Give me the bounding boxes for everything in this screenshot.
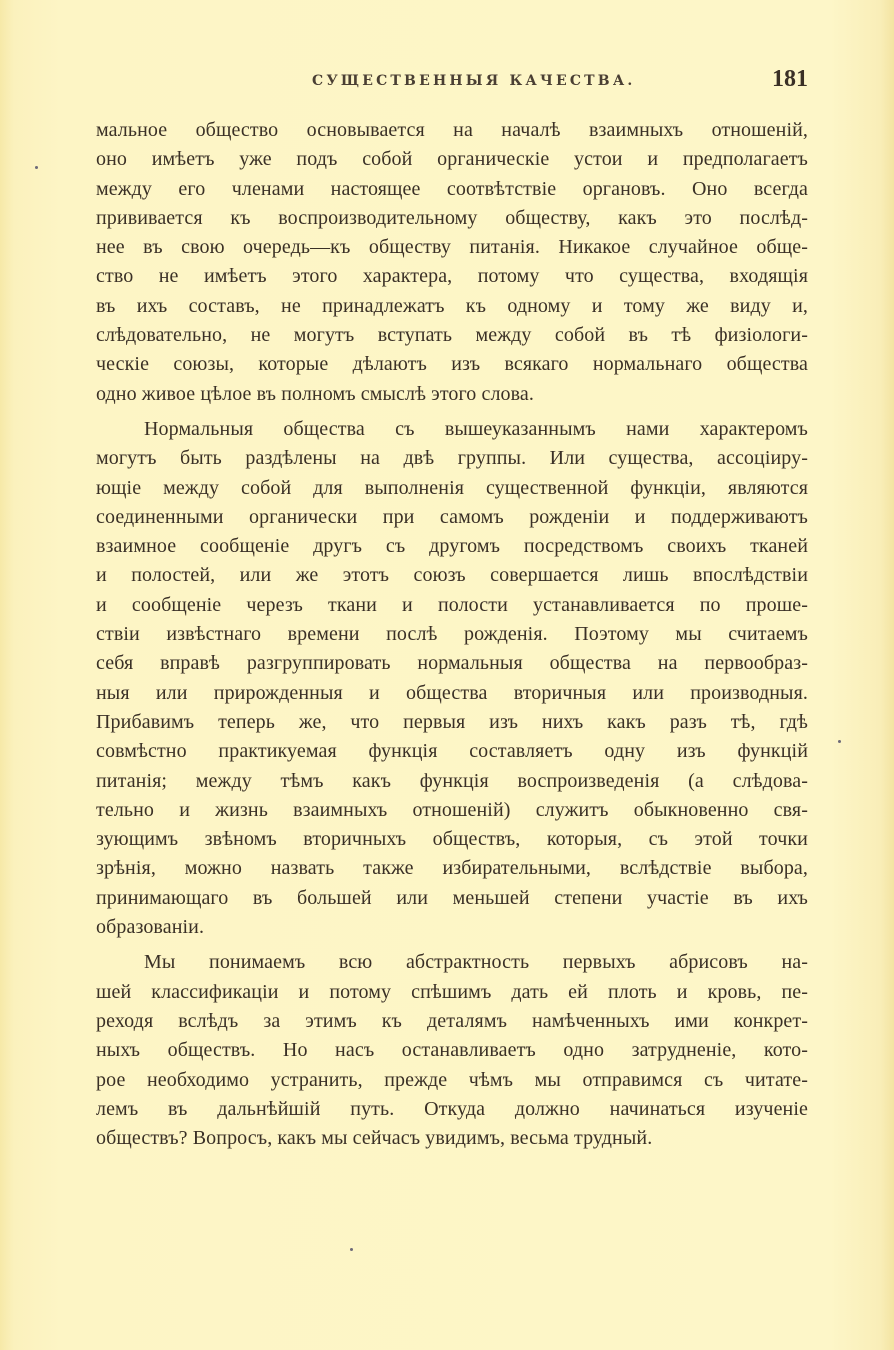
text-line: и сообщеніе черезъ ткани и полости устанавливается по проше- (96, 593, 808, 616)
text-line: шей классификаціи и потому спѣшимъ дать ей плоть и кровь, пе- (96, 980, 808, 1003)
text-line: Нормальныя общества съ вышеуказаннымъ нами характеромъ (144, 417, 808, 440)
text-line: образованіи. (96, 916, 205, 939)
text-line: мальное общество основывается на началѣ взаимныхъ отношеній, (96, 119, 808, 141)
paragraph (96, 116, 808, 409)
text-line: питанія; между тѣмъ какъ функція воспроизведенія (а слѣдова- (96, 769, 808, 792)
text-line: себя вправѣ разгруппировать нормальныя общества на первообраз- (96, 652, 808, 675)
text-line: лемъ въ дальнѣйшій путь. Откуда должно начинаться изученіе (96, 1097, 808, 1120)
text-line: взаимное сообщеніе другъ съ другомъ посредствомъ своихъ тканей (96, 535, 808, 558)
print-speck (838, 740, 841, 743)
text-line: рое необходимо устранить, прежде чѣмъ мы отправимся съ читате- (96, 1068, 808, 1091)
text-line: нее въ свою очередь—къ обществу питанія. Никакое случайное обще- (96, 236, 808, 259)
text-line: ныя или прирожденныя и общества вторичныя или производныя. (96, 681, 808, 704)
text-line: реходя вслѣдъ за этимъ къ деталямъ намѣченныхъ ими конкрет- (96, 1009, 808, 1032)
text-line: оно имѣетъ уже подъ собой органическіе устои и предполагаетъ (96, 148, 808, 171)
text-line: Прибавимъ теперь же, что первыя изъ нихъ какъ разъ тѣ, гдѣ (96, 710, 808, 733)
text-line: Мы понимаемъ всю абстрактность первыхъ абрисовъ на- (144, 951, 808, 974)
text-line: ствіи извѣстнаго времени послѣ рожденія. Поэтому мы считаемъ (96, 623, 808, 646)
text-line: зующимъ звѣномъ вторичныхъ обществъ, которыя, съ этой точки (96, 828, 808, 851)
text-line: соединенными органически при самомъ рожденіи и поддерживаютъ (96, 505, 808, 528)
paragraph (96, 948, 808, 1153)
print-speck (35, 166, 38, 169)
text-line: слѣдовательно, не могутъ вступать между собой въ тѣ физіологи- (96, 324, 808, 347)
body-text (96, 116, 808, 1153)
text-line: одно живое цѣлое въ полномъ смыслѣ этого слова. (96, 382, 535, 405)
paragraph (96, 415, 808, 942)
text-line: ющіе между собой для выполненія существенной функціи, являются (96, 476, 808, 499)
text-line: между его членами настоящее соотвѣтствіе органовъ. Оно всегда (96, 177, 808, 200)
text-line: принимающаго въ большей или меньшей степени участіе въ ихъ (96, 886, 808, 909)
text-line: могутъ быть раздѣлены на двѣ группы. Или существа, ассоціиру- (96, 447, 808, 470)
page-number: 181 (772, 66, 808, 92)
text-line: тельно и жизнь взаимныхъ отношеній) служитъ обыкновенно свя- (96, 798, 808, 821)
text-line: зрѣнія, можно назвать также избирательными, вслѣдствіе выбора, (96, 857, 808, 880)
text-line: ческіе союзы, которые дѣлаютъ изъ всякаго нормальнаго общества (96, 353, 808, 376)
print-speck (350, 1248, 353, 1251)
running-title: СУЩЕСТВЕННЫЯ КАЧЕСТВА. (312, 73, 636, 89)
page-header (0, 66, 894, 96)
text-line: ныхъ обществъ. Но насъ останавливаетъ одно затрудненіе, кото- (96, 1039, 808, 1062)
text-line: и полостей, или же этотъ союзъ совершается лишь впослѣдствіи (96, 564, 808, 587)
text-line: обществъ? Вопросъ, какъ мы сейчасъ увидимъ, весьма трудный. (96, 1127, 653, 1150)
text-line: прививается къ воспроизводительному обществу, какъ это послѣд- (96, 206, 808, 229)
text-line: ство не имѣетъ этого характера, потому что существа, входящія (96, 265, 808, 288)
text-line: въ ихъ составъ, не принадлежатъ къ одному и тому же виду и, (96, 294, 808, 317)
text-line: совмѣстно практикуемая функція составляетъ одну изъ функцій (96, 740, 808, 763)
